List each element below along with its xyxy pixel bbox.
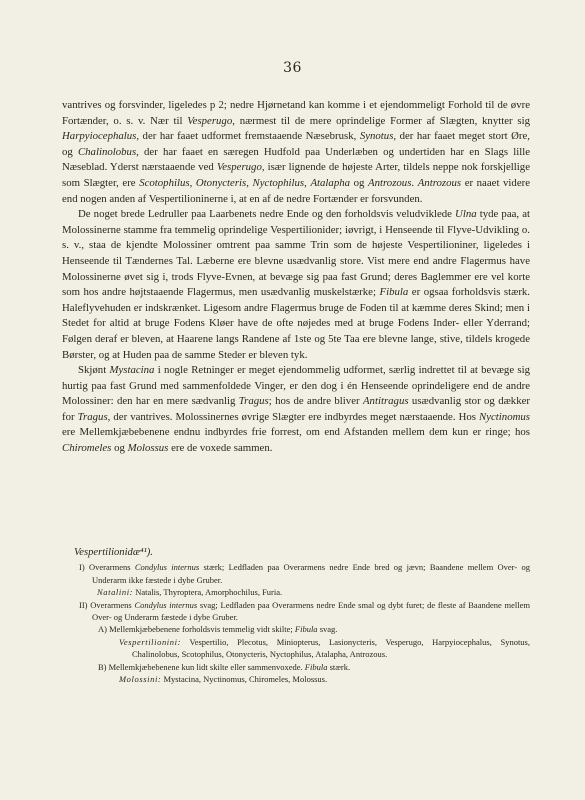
- body-text: [62, 98, 530, 457]
- classification-key: [62, 547, 530, 685]
- paragraph: De noget brede Ledruller paa Laarbenets nedre Ende og den forholdsvis veludviklede Ulna tyde paa, at Molossinerne stamme fra temmelig oprindelige Vespertilionider; iøvrigt, i Henseende til Flyve-Udvikling o. s. v., staa de kjendte Molossiner omtrent paa samme Trin som de højeste Vespertilioniner, ligeledes i Henseende til Tændernes Tal. Læberne ere blevne usædvanlig store. Vist mere end andre Flagermus have Molossinerne øvet sig i, trods Flyve-Evnen, at bevæge sig paa fast Grund; deres Baglemmer ere vel korte som hos andre højtstaaende Flagermus, men usædvanlig muskelstærke; Fibula er ogsaa forholdsvis stærk. Haleflyvehuden er indskrænket. Ligesom andre Flagermus bruge de Foden til at kæmme deres Skind; men i Stedet for altid at bruge Fodens Kløer have de ofte nøjedes med at bruge Fodens Inder- eller Yderrand; Følgen deraf er bleven, at Haarene langs Randene af 1ste og 5te Taa ere blevne lange, stive, tildels krogede Børster, og at Huden paa de samme Steder er bleven tyk.: [62, 208, 531, 361]
- key-entry-tribe: Molossini: Mystacina, Nyctinomus, Chiromeles, Molossus.: [119, 674, 328, 685]
- key-entry: A) Mellemkjæbebenene forholdsvis temmelig vidt skilte; Fibula svag.: [98, 624, 338, 635]
- key-entry: B) Mellemkjæbebenene kun lidt skilte eller sammenvoxede. Fibula stærk.: [98, 661, 351, 672]
- key-entry: II) Overarmens Condylus internus svag; Ledfladen paa Overarmens nedre Ende smal og dybt furet; de fleste af Baandene mellem Over- og Underarm fæstede i dybe Gruber.: [79, 599, 530, 623]
- key-entry: I) Overarmens Condylus internus stærk; Ledfladen paa Overarmens nedre Ende bred og jævn; Baandene mellem Over- og Underarm ikke fæstede i dybe Gruber.: [79, 562, 530, 585]
- key-entry-tribe: Natalini: Natalis, Thyroptera, Amorphochilus, Furia.: [97, 587, 283, 598]
- page-number: 36: [283, 60, 302, 76]
- paragraph: vantrives og forsvinder, ligeledes p 2; nedre Hjørnetand kan komme i et ejendommeligt Forhold til de øvre Fortænder, o. s. v. Nær til Vesperugo, nærmest til de mere oprindelige Former af Slægten, knytter sig Harpyiocephalus, der har faaet udformet fremstaaende Næsebrusk, Synotus, der har faaet meget stort Øre, og Chalinolobus, der har faaet en særegen Hudfold paa Underlæben og undertiden har en Slags lille Næseblad. Yderst nærstaaende ved Vesperugo, især lignende de højeste Arter, tildels neppe nok forskjellige som Slægter, ere Scotophilus, Otonycteris, Nyctophilus, Atalapha og Antrozous. Antrozous er naaet videre end nogen anden af Vespertilioninerne i, at en af de nedre Fortænder er forsvunden.: [62, 99, 530, 205]
- key-entry-tribe: Vespertilionini: Vespertilio, Plecotus, Miniopterus, Lasionycteris, Vesperugo, Harpyiocephalus, Synotus, Chalinolobus, Scotophilus, Otonycteris, Nyctophilus, Atalapha, Antrozous.: [119, 636, 530, 660]
- key-heading: Vespertilionidæ⁴¹).: [74, 547, 153, 558]
- paragraph: Skjønt Mystacina i nogle Retninger er meget ejendommelig udformet, særlig indrettet til at bevæge sig hurtig paa fast Grund med sammenfoldede Vinger, er den dog i én Henseende oprindeligere end de andre Molossiner: den har en mere sædvanlig Tragus; hos de andre bliver Antitragus usædvanlig stor og dækker for Tragus, der vantrives. Molossinernes øvrige Slægter ere indbyrdes meget nærstaaende. Hos Nyctinomus ere Mellemkjæbebenene endnu indbyrdes frie forrest, om end Afstanden mellem dem kun er ringe; hos Chiromeles og Molossus ere de voxede sammen.: [62, 364, 530, 455]
